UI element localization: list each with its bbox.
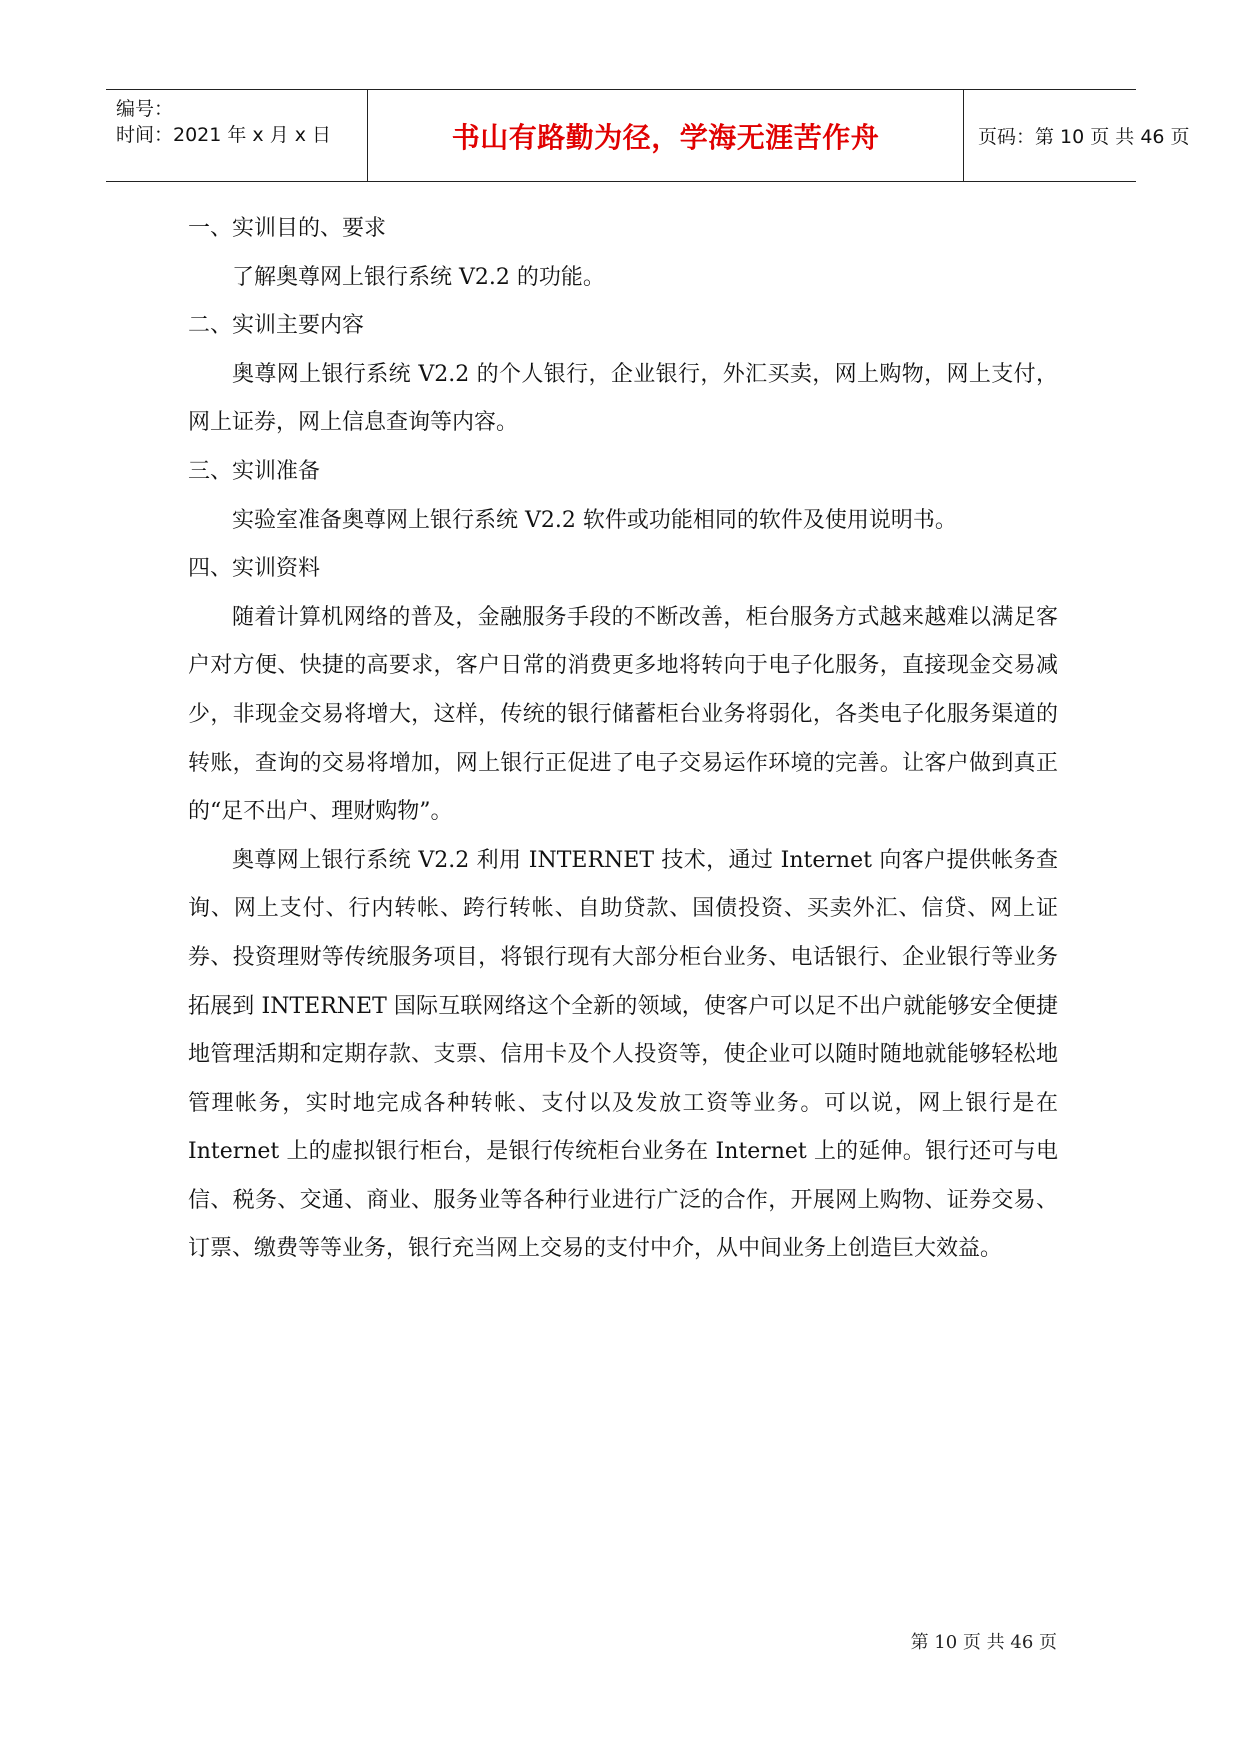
paragraph: 奥尊网上银行系统 V2.2 利用 INTERNET 技术，通过 Internet 向客户提供帐务查询、网上支付、行内转帐、跨行转帐、自助贷款、国债投资、买卖外汇、信贷、网上证券、投资理财等传统服务项目，将银行现有大部分柜台业务、电话银行、企业银行等业务拓展到 INTERNET 国际互联网络这个全新的领域，使客户可以足不出户就能够安全便捷地管理活期和定期存款、支票、信用卡及个人投资等，使企业可以随时随地就能够轻松地管理帐务，实时地完成各种转帐、支付以及发放工资等业务。可以说，网上银行是在 Internet 上的虚拟银行柜台，是银行传统柜台业务在 Internet 上的延伸。银行还可与电信、税务、交通、商业、服务业等各种行业进行广泛的合作，开展网上购物、证券交易、订票、缴费等等业务，银行充当网上交易的支付中介，从中间业务上创造巨大效益。 [188,847,1058,1262]
header-meta [106,90,368,181]
document-number-label: 编号： [116,98,174,120]
paragraph: 奥尊网上银行系统 V2.2 的个人银行，企业银行，外汇买卖，网上购物，网上支付，网上证券，网上信息查询等内容。 [188,361,1058,436]
page-footer-number: 第 10 页 共 46 页 [910,1632,1057,1653]
page-header [106,89,1190,182]
section-heading: 三、实训准备 [188,458,321,484]
paragraph: 随着计算机网络的普及，金融服务手段的不断改善，柜台服务方式越来越难以满足客户对方便、快捷的高要求，客户日常的消费更多地将转向于电子化服务，直接现金交易减少，非现金交易将增大，这样，传统的银行储蓄柜台业务将弱化，各类电子化服务渠道的转账，查询的交易将增加，网上银行正促进了电子交易运作环境的完善。让客户做到真正的“足不出户、理财购物”。 [188,604,1058,825]
section-heading: 二、实训主要内容 [188,313,365,339]
header-page-info: 页码：第 10 页 共 46 页 [978,126,1190,148]
paragraph: 实验室准备奥尊网上银行系统 V2.2 软件或功能相同的软件及使用说明书。 [232,507,957,533]
section-heading: 一、实训目的、要求 [188,216,387,241]
document-body [188,205,1058,1274]
header-motto: 书山有路勤为径，学海无涯苦作舟 [368,90,964,181]
section-heading: 四、实训资料 [188,556,321,582]
paragraph: 了解奥尊网上银行系统 V2.2 的功能。 [232,264,605,290]
document-time-label: 时间：2021 年 x 月 x 日 [116,124,332,146]
